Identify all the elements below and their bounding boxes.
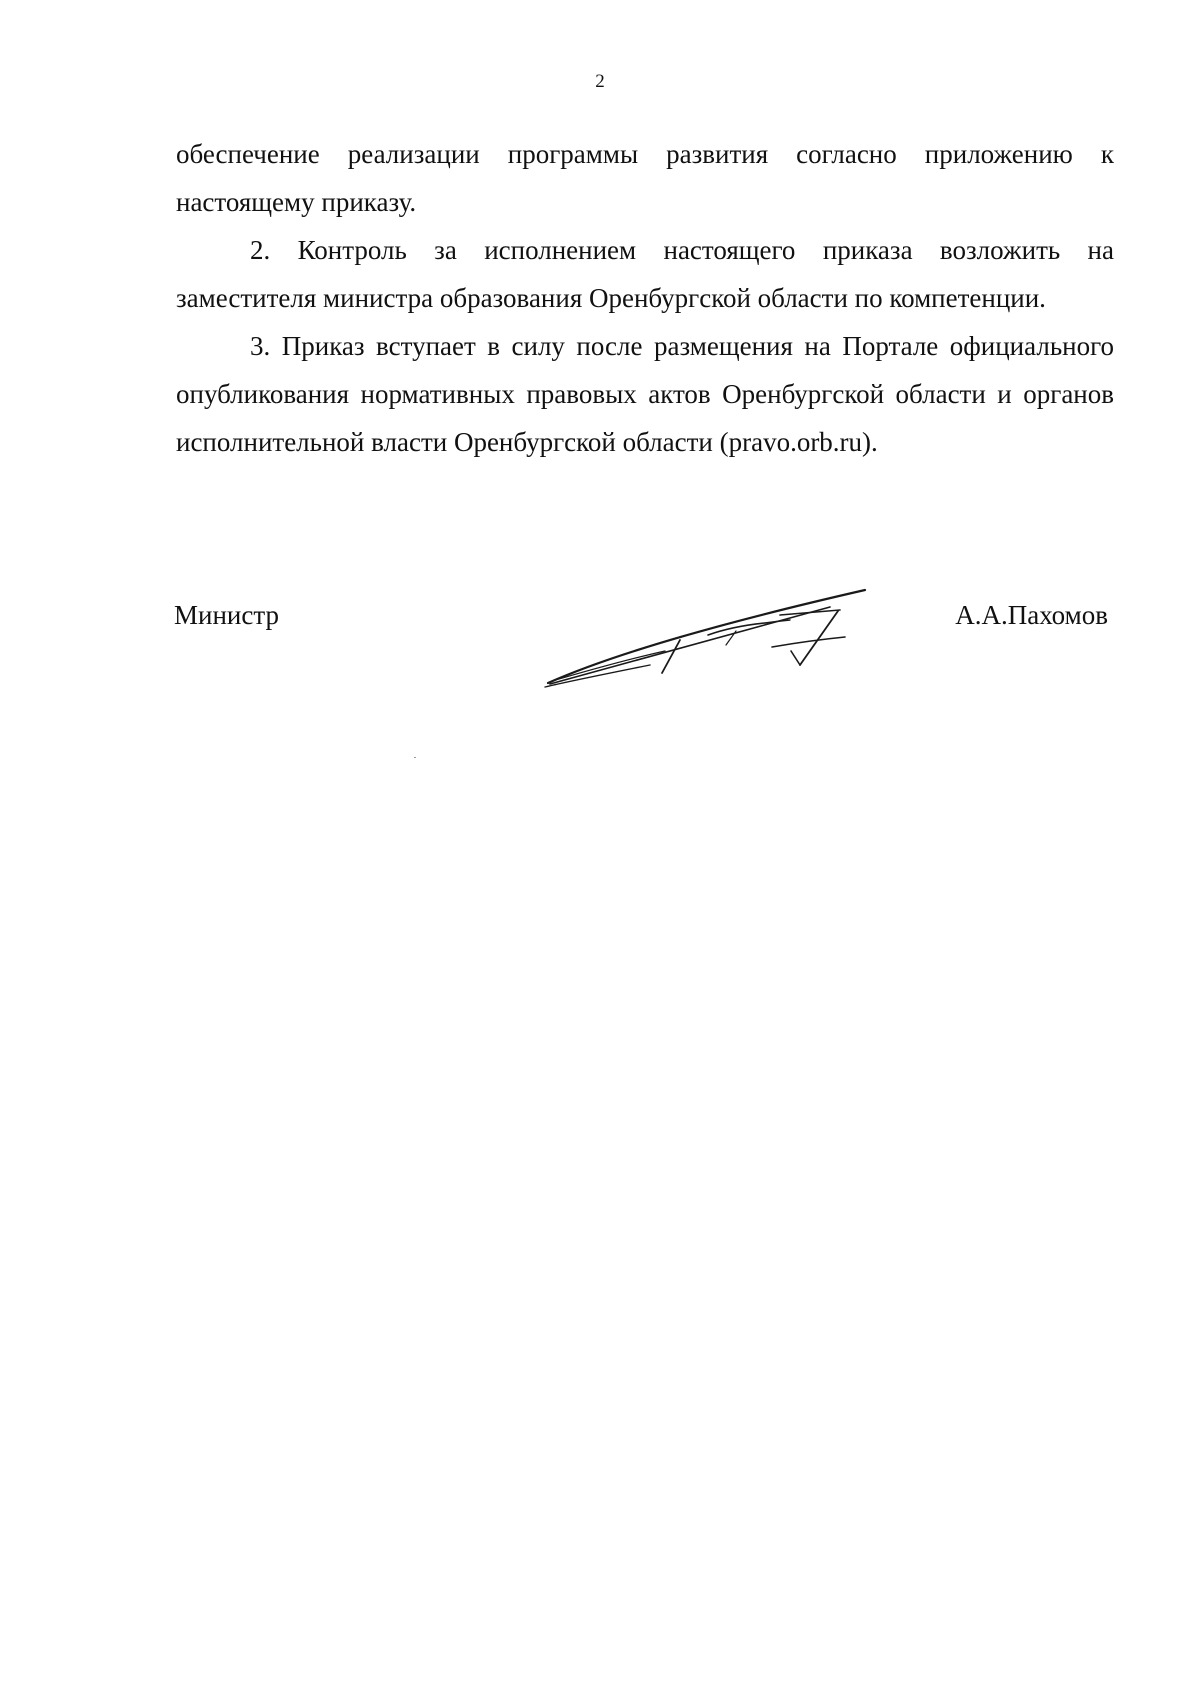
handwritten-signature [540, 585, 880, 695]
signature-block [0, 585, 1200, 705]
document-body [176, 130, 1114, 466]
page-number: 2 [595, 71, 605, 92]
paragraph-control-clause: 2. Контроль за исполнением настоящего приказа возложить на заместителя министра образования Оренбургской области по компетенции. [176, 235, 1114, 313]
signatory-title: Министр [174, 600, 279, 630]
scan-speck [414, 757, 416, 758]
paragraph-continuation: обеспечение реализации программы развития согласно приложению к настоящему приказу. [176, 139, 1114, 217]
paragraph-effective-clause: 3. Приказ вступает в силу после размещения на Портале официального опубликования нормативных правовых актов Оренбургской области и органов исполнительной власти Оренбургской области (pravo.orb.ru). [176, 331, 1114, 457]
signatory-name: А.А.Пахомов [955, 600, 1108, 630]
